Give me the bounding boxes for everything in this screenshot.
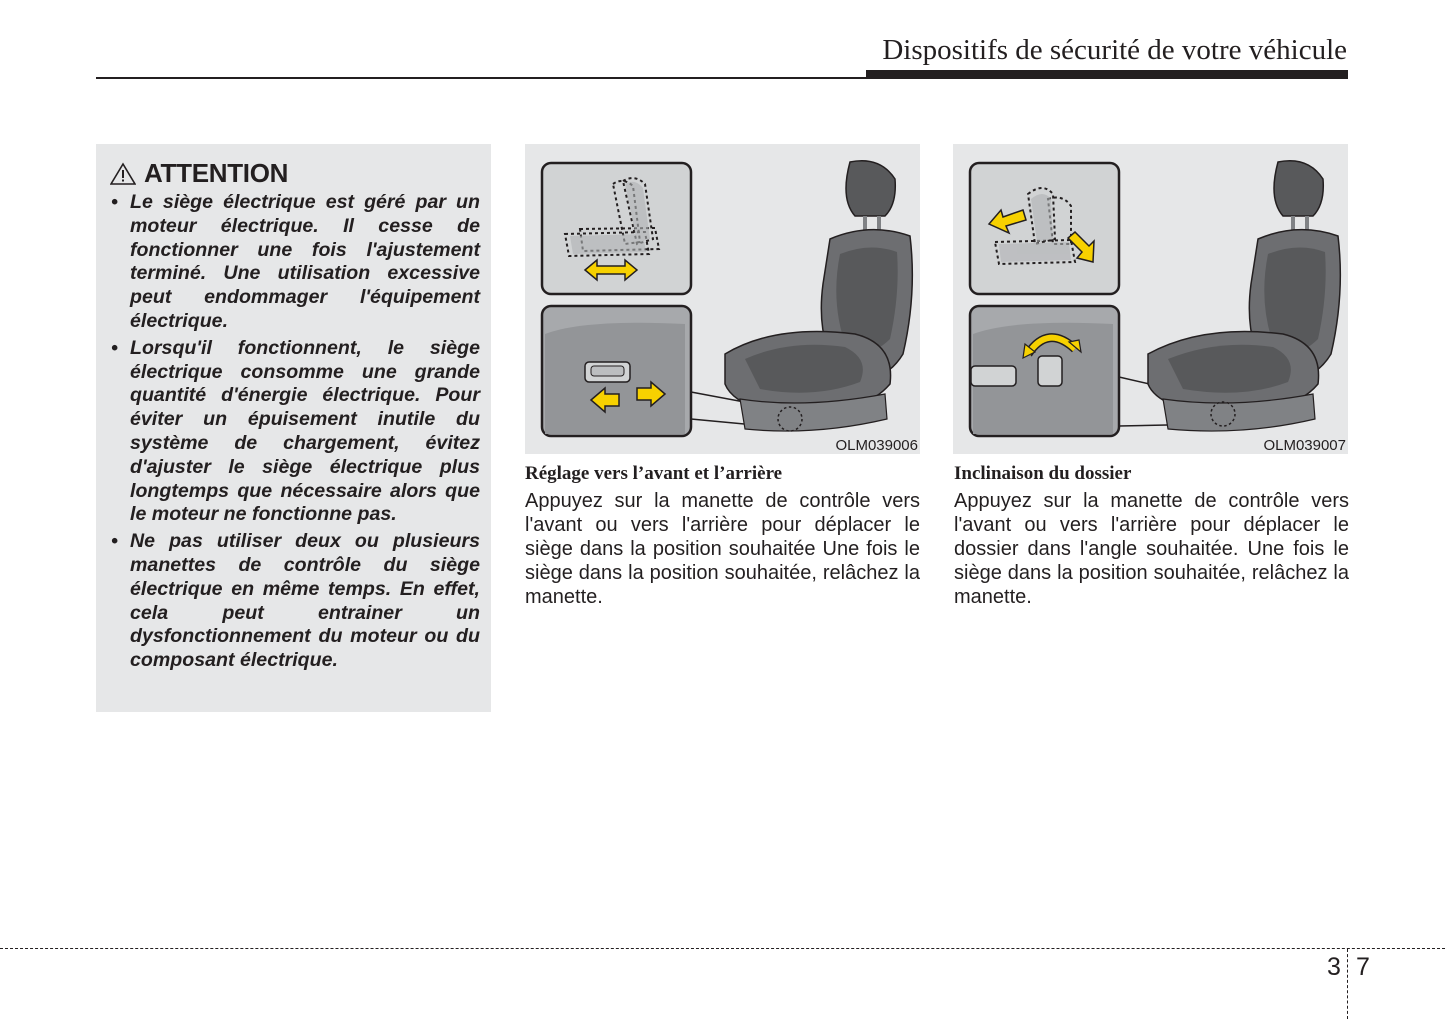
bullet: •	[111, 336, 118, 359]
page-number: 7	[1356, 953, 1370, 981]
section-body-recline: Appuyez sur la manette de contrôle vers l'avant ou vers l'arrière pour déplacer le dossier dans l'angle souhaitée. Une fois le siège dans la position souhaitée, relâchez la manette.	[954, 490, 1349, 608]
warning-item-text: Ne pas utiliser deux ou plusieurs manettes de contrôle du siège électrique en même temps. En effet, cela peut entrainer un dysfonctionnement du moteur ou du composant électrique.	[130, 530, 480, 672]
seat-slide-illustration	[525, 144, 920, 454]
footer-rule	[0, 948, 1445, 949]
figure-seat-slide	[525, 144, 920, 454]
warning-heading	[110, 158, 480, 189]
warning-item-text: Lorsqu'il fonctionnent, le siège électrique consomme une grande quantité d'énergie électrique. Pour éviter un épuisement inutile du système de chargement, évitez d'ajuster le siège électrique plus longtemps que nécessaire alors que le moteur ne fonctionne pas.	[130, 336, 480, 526]
warning-item	[108, 530, 480, 673]
page-chapter: 3	[1327, 953, 1341, 981]
warning-list	[108, 191, 480, 673]
warning-triangle-icon	[110, 162, 136, 186]
figure-seat-recline	[953, 144, 1348, 454]
header-rule	[96, 77, 868, 79]
section-heading-slide: Réglage vers l’avant et l’arrière	[525, 463, 783, 484]
header-rule-bold	[866, 70, 1348, 79]
warning-title: ATTENTION	[144, 158, 289, 188]
warning-box	[96, 144, 491, 712]
warning-item	[108, 337, 480, 527]
bullet: •	[111, 191, 118, 213]
page-header-title: Dispositifs de sécurité de votre véhicule	[882, 34, 1347, 66]
warning-item-text: Le siège électrique est géré par un moteur électrique. Il cesse de fonctionner une fois l'ajustement terminé. Une utilisation excessive peut endommager l'équipement électrique.	[130, 191, 480, 332]
section-body-slide: Appuyez sur la manette de contrôle vers l'avant ou vers l'arrière pour déplacer le siège dans la position souhaitée Une fois le siège dans la position souhaitée, relâchez la manette.	[525, 490, 920, 608]
footer-divider	[1347, 949, 1348, 1019]
figure-code: OLM039006	[835, 437, 918, 454]
bullet: •	[111, 530, 118, 553]
seat-recline-illustration	[953, 144, 1348, 454]
figure-code: OLM039007	[1263, 437, 1346, 454]
warning-item	[108, 191, 480, 334]
section-heading-recline: Inclinaison du dossier	[954, 463, 1132, 484]
